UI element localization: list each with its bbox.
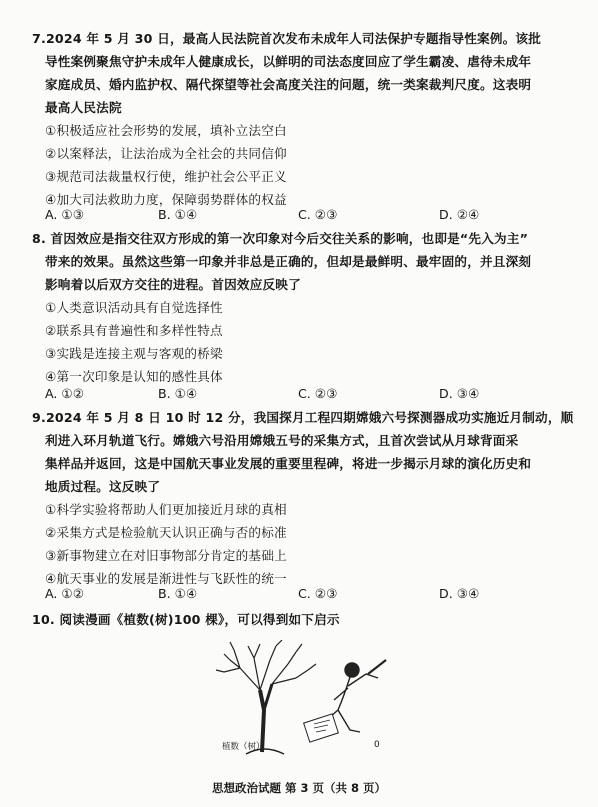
question-7-choice-b: B. ①④	[158, 207, 198, 222]
question-9-statement-4: ④航天事业的发展是渐进性与飞跃性的统一	[45, 571, 287, 586]
question-7-choice-a: A. ①③	[45, 207, 84, 222]
question-9-statement-3: ③新事物建立在对旧事物部分肯定的基础上	[45, 548, 287, 563]
question-9-statement-1: ①科学实验将帮助人们更加接近月球的真相	[45, 502, 287, 517]
question-8-stem-line-3: 影响着以后双方交往的进程。首因效应反映了	[45, 277, 301, 292]
question-8-statement-3: ③实践是连接主观与客观的桥梁	[45, 346, 223, 361]
question-7-statement-4: ④加大司法救助力度，保障弱势群体的权益	[45, 192, 287, 207]
question-8-choice-d: D. ③④	[439, 386, 480, 401]
cartoon-number: 0	[374, 740, 380, 750]
question-8-statement-2: ②联系具有普遍性和多样性特点	[45, 323, 223, 338]
bare-tree-icon	[216, 640, 316, 754]
page-footer: 思想政治试题 第 3 页（共 8 页）	[211, 781, 387, 795]
question-7-stem-line-3: 家庭成员、婚内监护权、隔代探望等社会高度关注的问题，统一类案裁判尺度。这表明	[45, 77, 532, 92]
question-9-stem-line-1: 9.2024 年 5 月 8 日 10 时 12 分，我国探月工程四期嫦娥六号探测器成功实施近月制动，顺	[32, 410, 574, 425]
question-8-choice-b: B. ①④	[158, 386, 198, 401]
question-9-statement-2: ②采集方式是检验航天认识正确与否的标准	[45, 525, 287, 540]
question-8-choice-a: A. ①②	[45, 386, 84, 401]
question-7-stem-line-1: 7.2024 年 5 月 30 日，最高人民法院首次发布未成年人司法保护专题指导性案例。该批	[32, 31, 542, 46]
question-10-stem-line-1: 10. 阅读漫画《植数(树)100 棵》，可以得到如下启示	[32, 612, 340, 627]
question-9-choice-c: C. ②③	[298, 586, 338, 601]
question-9-stem-line-3: 集样品并返回，这是中国航天事业发展的重要里程碑，将进一步揭示月球的演化历史和	[45, 456, 532, 471]
question-8-stem-line-1: 8. 首因效应是指交往双方形成的第一次印象对今后交往关系的影响，也即是“先入为主”	[32, 231, 529, 246]
question-9-choice-d: D. ③④	[439, 586, 480, 601]
question-8-statement-4: ④第一次印象是认知的感性具体	[45, 369, 223, 384]
question-7-choice-d: D. ②④	[439, 207, 480, 222]
question-9-stem-line-2: 利进入环月轨道飞行。嫦娥六号沿用嫦娥五号的采集方式，且首次尝试从月球背面采	[45, 433, 519, 448]
question-7-stem-line-4: 最高人民法院	[45, 100, 122, 115]
cartoon-caption: 植数（树）	[222, 742, 265, 752]
question-7-statement-3: ③规范司法裁量权行使，维护社会公平正义	[45, 169, 287, 184]
question-9-stem-line-4: 地质过程。这反映了	[45, 479, 161, 494]
question-8-stem-line-2: 带来的效果。虽然这些第一印象并非总是正确的，但却是最鲜明、最牢固的，并且深刻	[45, 254, 532, 269]
question-8-choice-c: C. ②③	[298, 386, 338, 401]
question-9-choice-a: A. ①②	[45, 586, 84, 601]
question-7-statement-1: ①积极适应社会形势的发展，填补立法空白	[45, 123, 287, 138]
question-9-choice-b: B. ①④	[158, 586, 198, 601]
question-7-choice-c: C. ②③	[298, 207, 338, 222]
sign-board-icon	[304, 714, 339, 742]
question-7-statement-2: ②以案释法，让法治成为全社会的共同信仰	[45, 146, 287, 161]
question-8-statement-1: ①人类意识活动具有自觉选择性	[45, 300, 223, 315]
question-7-stem-line-2: 导性案例聚焦守护未成年人健康成长，以鲜明的司法态度回应了学生霸凌、虐待未成年	[45, 54, 532, 69]
